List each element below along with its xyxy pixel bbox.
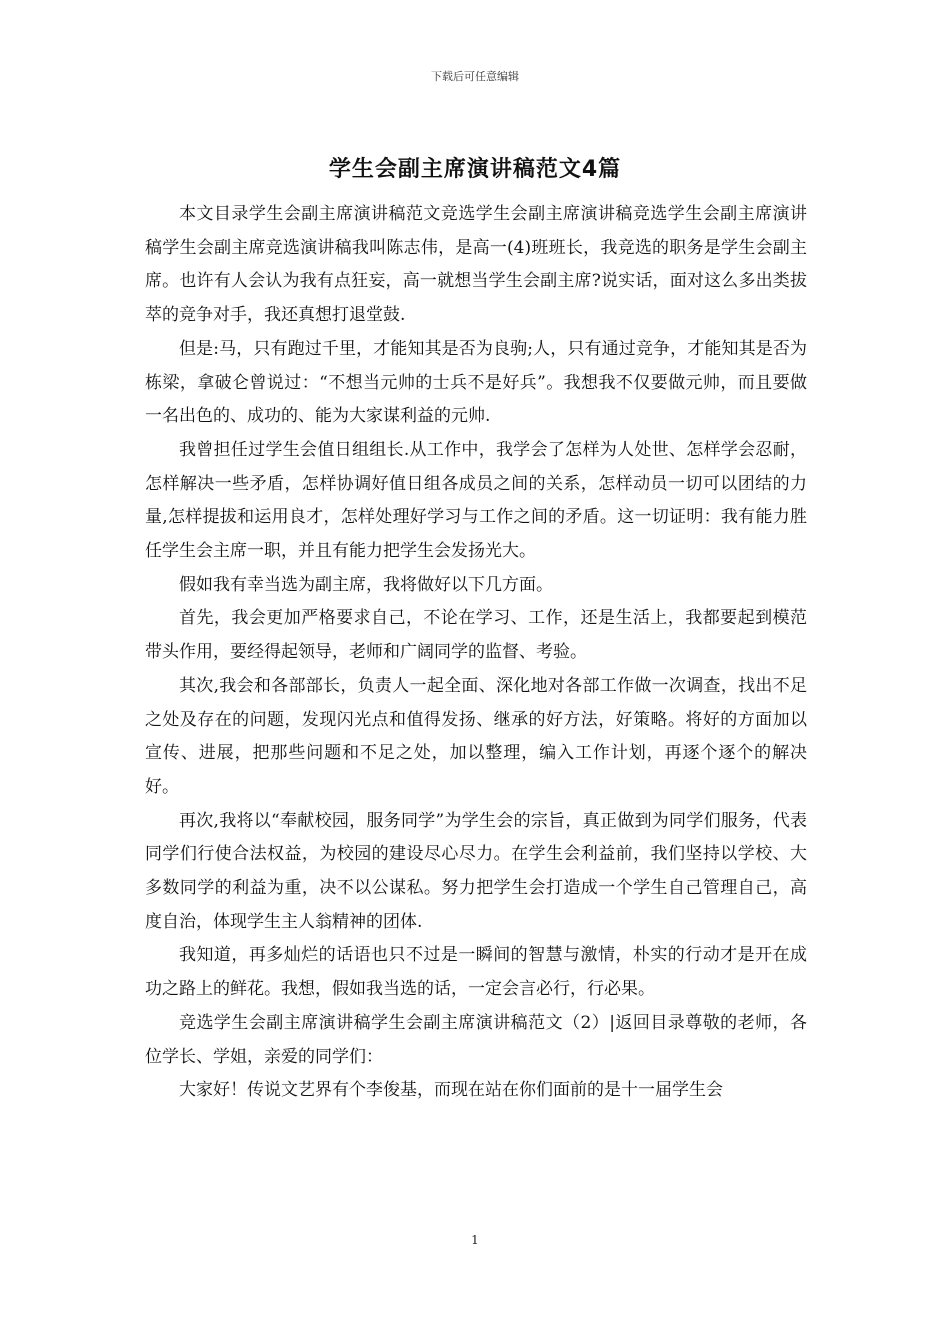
paragraph-7: 再次,我将以“奉献校园，服务同学”为学生会的宗旨，真正做到为同学们服务，代表同学们行使合法权益，为校园的建设尽心尽力。在学生会利益前，我们坚持以学校、大多数同学的利益为重，决不以公谋私。努力把学生会打造成一个学生自己管理自己，高度自治，体现学生主人翁精神的团体. (145, 810, 807, 932)
paragraph-2: 但是:马，只有跑过千里，才能知其是否为良驹;人，只有通过竞争，才能知其是否为栋梁，拿破仑曾说过：“不想当元帅的士兵不是好兵”。我想我不仅要做元帅，而且要做一名出色的、成功的、能为大家谋利益的元帅. (145, 338, 807, 427)
paragraph-5: 首先，我会更加严格要求自己，不论在学习、工作，还是生活上，我都要起到模范带头作用，要经得起领导，老师和广阔同学的监督、考验。 (145, 608, 807, 663)
paragraph-4: 假如我有幸当选为副主席，我将做好以下几方面。 (179, 574, 553, 595)
paragraph-9: 竞选学生会副主席演讲稿学生会副主席演讲稿范文（2）|返回目录尊敬的老师，各位学长、学姐，亲爱的同学们： (145, 1012, 807, 1067)
paragraph-1: 本文目录学生会副主席演讲稿范文竞选学生会副主席演讲稿竞选学生会副主席演讲稿学生会副主席竞选演讲稿我叫陈志伟，是高一(4)班班长，我竞选的职务是学生会副主席。也许有人会认为我有点狂妄，高一就想当学生会副主席?说实话，面对这么多出类拔萃的竞争对手，我还真想打退堂鼓. (145, 204, 807, 326)
document-body (145, 198, 807, 1108)
paragraph-10: 大家好！传说文艺界有个李俊基，而现在站在你们面前的是十一届学生会 (179, 1080, 723, 1101)
paragraph-8: 我知道，再多灿烂的话语也只不过是一瞬间的智慧与激情，朴实的行动才是开在成功之路上的鲜花。我想，假如我当选的话，一定会言必行，行必果。 (145, 945, 807, 1000)
document-title: 学生会副主席演讲稿范文4篇 (328, 157, 622, 182)
page-number: 1 (471, 1233, 479, 1247)
header-note: 下载后可任意编辑 (431, 70, 519, 83)
paragraph-6: 其次,我会和各部部长，负责人一起全面、深化地对各部工作做一次调查，找出不足之处及存在的问题，发现闪光点和值得发扬、继承的好方法，好策略。将好的方面加以宣传、进展，把那些问题和不足之处，加以整理，编入工作计划，再逐个逐个的解决好。 (145, 675, 807, 797)
paragraph-3: 我曾担任过学生会值日组组长.从工作中，我学会了怎样为人处世、怎样学会忍耐，怎样解决一些矛盾，怎样协调好值日组各成员之间的关系，怎样动员一切可以团结的力量,怎样提拔和运用良才，怎样处理好学习与工作之间的矛盾。这一切证明：我有能力胜任学生会主席一职，并且有能力把学生会发扬光大。 (145, 439, 807, 562)
